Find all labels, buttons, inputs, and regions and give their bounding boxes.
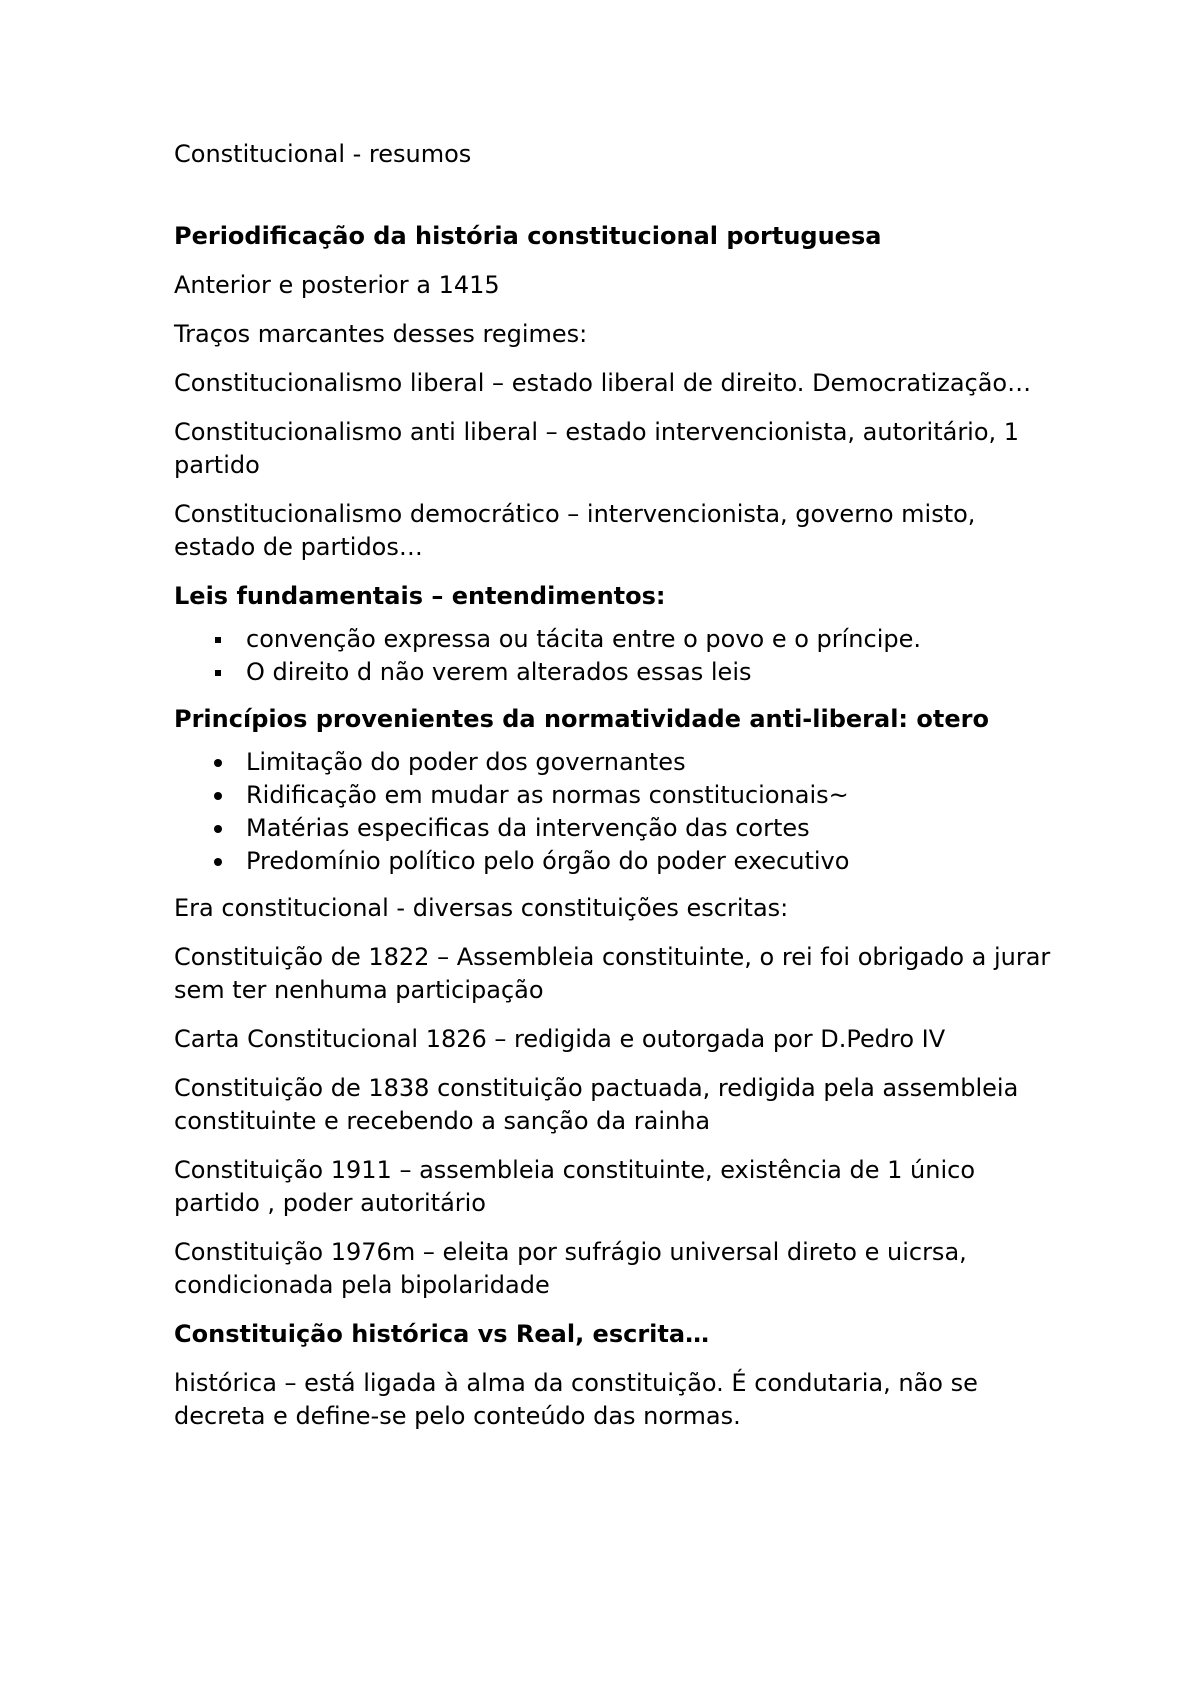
paragraph: Carta Constitucional 1826 – redigida e outorgada por D.Pedro IV [174,1025,946,1053]
dot-bullet-icon [214,759,222,767]
section-heading-principios: Princípios provenientes da normatividade anti-liberal: otero [174,705,989,733]
square-bullet-icon [215,670,221,676]
list-item-text: Limitação do poder dos governantes [246,748,686,776]
document-page [174,138,1054,1449]
paragraph: Constituição de 1838 constituição pactuada, redigida pela assembleia constituinte e recebendo a sanção da rainha [174,1074,1019,1135]
document-title: Constitucional - resumos [174,140,472,168]
list-item [174,812,1054,845]
section-heading-periodificacao: Periodificação da história constitucional portuguesa [174,222,882,250]
list-item [174,623,1054,656]
dot-bullet-icon [214,825,222,833]
list-item [174,656,1054,689]
list-item-text: Matérias especificas da intervenção das cortes [246,814,810,842]
paragraph: Constitucionalismo democrático – intervencionista, governo misto, estado de partidos… [174,500,976,561]
list-item-text: Ridificação em mudar as normas constitucionais~ [246,781,849,809]
paragraph: Constituição 1911 – assembleia constituinte, existência de 1 único partido , poder autoritário [174,1156,976,1217]
dot-bullet-icon [214,858,222,866]
paragraph: Constituição 1976m – eleita por sufrágio universal direto e uicrsa, condicionada pela bipolaridade [174,1238,967,1299]
square-bullet-list [174,623,1054,689]
paragraph: Anterior e posterior a 1415 [174,271,500,299]
square-bullet-icon [215,637,221,643]
paragraph: Constitucionalismo liberal – estado liberal de direito. Democratização… [174,369,1032,397]
dot-bullet-icon [214,792,222,800]
paragraph: Constituição de 1822 – Assembleia constituinte, o rei foi obrigado a jurar sem ter nenhuma participação [174,943,1051,1004]
paragraph: Era constitucional - diversas constituições escritas: [174,894,789,922]
dot-bullet-list [174,746,1054,878]
paragraph: Constitucionalismo anti liberal – estado intervencionista, autoritário, 1 partido [174,418,1020,479]
paragraph: Traços marcantes desses regimes: [174,320,588,348]
list-item-text: O direito d não verem alterados essas leis [246,658,752,686]
section-heading-constituicao-historica: Constituição histórica vs Real, escrita… [174,1320,710,1348]
list-item [174,779,1054,812]
section-heading-leis-fundamentais: Leis fundamentais – entendimentos: [174,582,666,610]
list-item-text: Predomínio político pelo órgão do poder executivo [246,847,850,875]
list-item [174,845,1054,878]
list-item-text: convenção expressa ou tácita entre o povo e o príncipe. [246,625,922,653]
paragraph: histórica – está ligada à alma da constituição. É condutaria, não se decreta e define-se pelo conteúdo das normas. [174,1369,978,1430]
list-item [174,746,1054,779]
